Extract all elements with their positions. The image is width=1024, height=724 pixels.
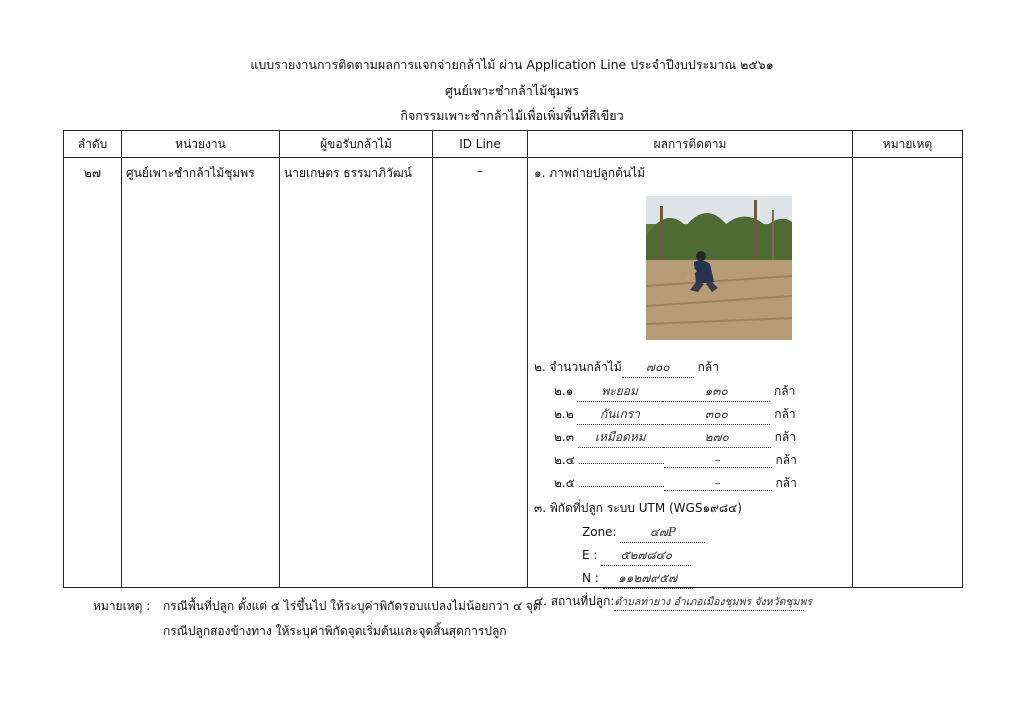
col-header-recipient: ผู้ขอรับกล้าไม้ [280, 131, 433, 158]
species-item [554, 451, 797, 470]
easting-value: ๕๒๗๘๔๐ [601, 546, 691, 566]
species-unit: กล้า [774, 384, 796, 398]
col-header-result: ผลการติดตาม [528, 131, 853, 158]
table-row [64, 158, 963, 588]
species-unit: กล้า [774, 407, 796, 421]
species-item [554, 382, 795, 402]
northing-value: ๑๑๒๗๙๕๗ [603, 569, 693, 589]
cell-id-line: – [433, 158, 528, 588]
location-value: ตำบลท่ายาง อำเภอเมืองชุมพร จังหวัดชุมพร [614, 593, 804, 611]
species-quantity: ๒๗๐ [663, 428, 771, 448]
species-quantity: – [664, 453, 772, 468]
zone-row [582, 523, 705, 543]
table-header-row [64, 131, 963, 158]
col-header-id-line: ID Line [433, 131, 528, 158]
species-quantity: ๑๓๐ [662, 382, 770, 402]
footnote-line-2: กรณีปลูกสองข้างทาง ให้ระบุค่าพิกัดจุดเริ่มต้นและจุดสิ้นสุดการปลูก [163, 624, 507, 638]
planting-photo [646, 196, 792, 340]
cell-no: ๒๗ [64, 158, 122, 588]
easting-label: E : [582, 548, 598, 562]
zone-label: Zone: [582, 525, 617, 539]
footnote-line-1: กรณีพื้นที่ปลูก ตั้งแต่ ๕ ไร่ขึ้นไป ให้ระบุค่าพิกัดรอบแปลงไม่น้อยกว่า ๔ จุด [163, 599, 541, 613]
col-header-remark: หมายเหตุ [853, 131, 963, 158]
seedling-count-row [534, 358, 719, 378]
col-header-agency: หน่วยงาน [122, 131, 280, 158]
zone-value: ๔๗P [620, 523, 705, 543]
species-item [554, 405, 796, 425]
species-name [579, 486, 664, 487]
species-unit: กล้า [775, 453, 797, 467]
species-item [554, 474, 797, 493]
species-item [554, 428, 796, 448]
species-number: ๒.๑ [554, 384, 574, 398]
species-number: ๒.๒ [554, 407, 574, 421]
species-name: กันเกรา [577, 405, 662, 425]
col-header-no: ลำดับ [64, 131, 122, 158]
easting-row [582, 546, 691, 566]
species-name [579, 463, 664, 464]
species-number: ๒.๕ [554, 476, 575, 490]
species-quantity: – [664, 476, 772, 491]
location-row [534, 592, 813, 611]
seedling-count-label: ๒. จำนวนกล้าไม้ [534, 360, 622, 374]
photo-label: ๑. ภาพถ่ายปลูกต้นไม้ [534, 166, 646, 180]
species-name: พะยอม [577, 382, 662, 402]
seedling-count-unit: กล้า [697, 360, 719, 374]
cell-recipient: นายเกษตร ธรรมาภิวัฒน์ [280, 158, 433, 588]
species-unit: กล้า [774, 430, 796, 444]
cell-agency: ศูนย์เพาะชำกล้าไม้ชุมพร [122, 158, 280, 588]
report-title: แบบรายงานการติดตามผลการแจกจ่ายกล้าไม้ ผ่าน Application Line ประจำปีงบประมาณ ๒๕๖๑ [250, 57, 774, 72]
footnote-label: หมายเหตุ : [93, 599, 151, 613]
species-name: เหมือดหม [578, 428, 663, 448]
species-number: ๒.๔ [554, 453, 575, 467]
northing-label: N : [582, 571, 599, 585]
center-name: ศูนย์เพาะชำกล้าไม้ชุมพร [444, 83, 579, 98]
activity-name: กิจกรรมเพาะชำกล้าไม้เพื่อเพิ่มพื้นที่สีเขียว [400, 108, 624, 123]
seedling-count-value: ๗๐๐ [622, 358, 694, 378]
species-number: ๒.๓ [554, 430, 574, 444]
species-quantity: ๓๐๐ [662, 405, 770, 425]
location-label: ๔. สถานที่ปลูก: [534, 594, 615, 608]
northing-row [582, 569, 693, 589]
species-unit: กล้า [775, 476, 797, 490]
cell-result [528, 158, 853, 608]
cell-remark [853, 158, 963, 588]
coordinate-label: ๓. พิกัดที่ปลูก ระบบ UTM (WGS๑๙๘๔) [534, 501, 742, 515]
